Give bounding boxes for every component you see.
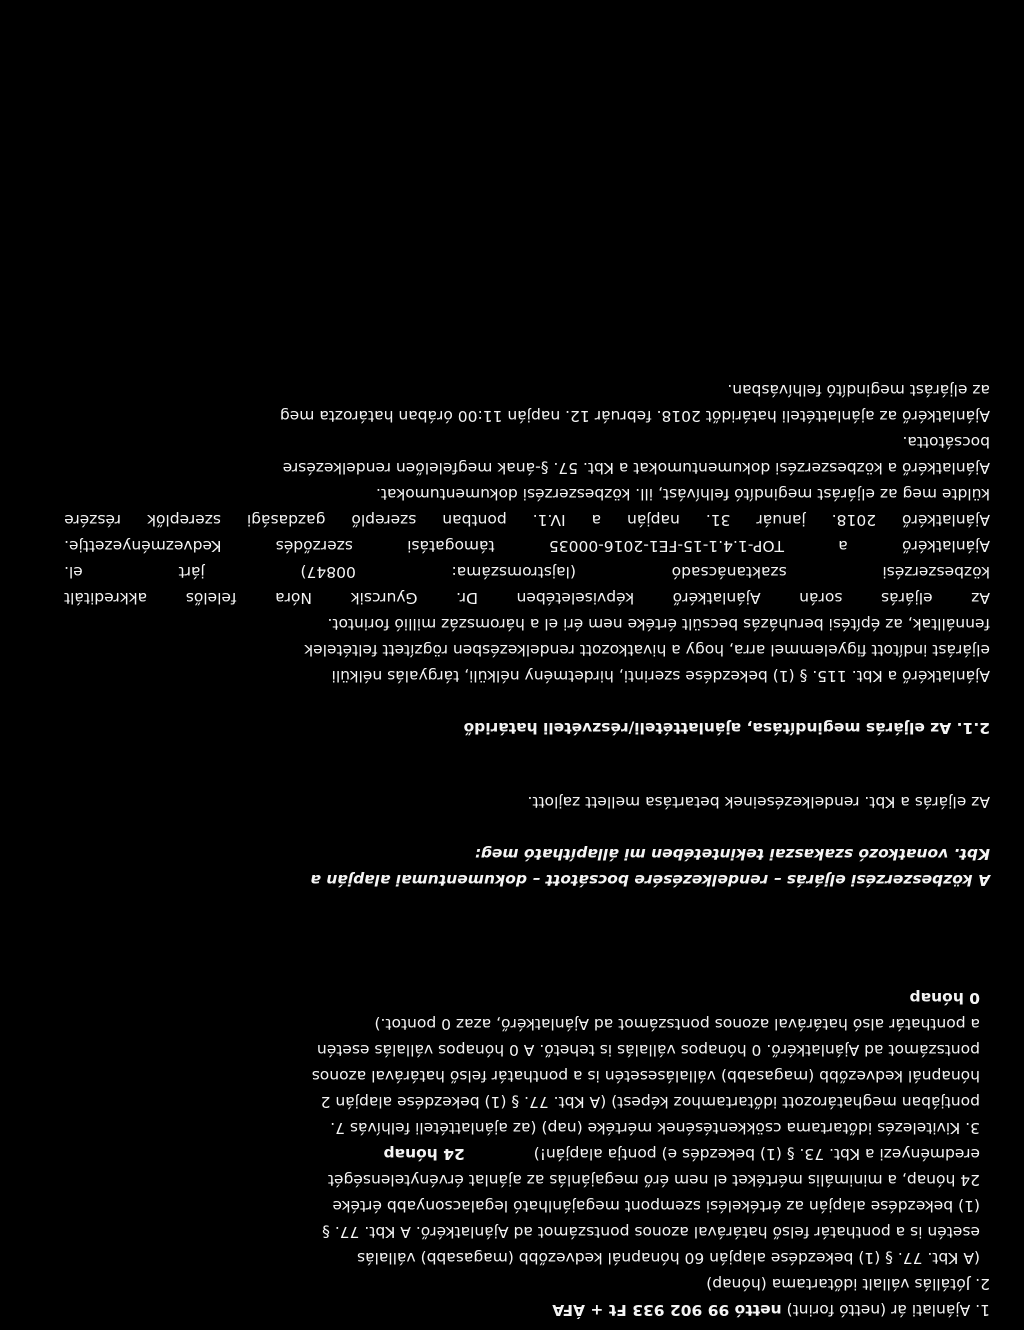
construction-time-value: 0 hónap [909, 989, 980, 1007]
warranty-note-line-last [64, 1141, 980, 1167]
justified-word: eljárás [881, 589, 933, 607]
paragraph-line: Ajánlatkérő a közbeszerzési dokumentumokat a Kbt. 57. §-ának megfelelően rendelkezésre [282, 459, 990, 477]
paragraph-procedure-details [64, 429, 990, 611]
justified-word: Ajánlatkérő [672, 589, 761, 607]
justified-word: 31. [705, 511, 731, 529]
justified-word: szereplő [351, 511, 417, 529]
construction-time-line: 3. Kivitelezés időtartama csökkentésének mértéke (nap) (az ajánlattételi felhívás 7. [330, 1119, 980, 1137]
justified-word: a [591, 511, 602, 529]
paragraph-line: fennálltak, az építési beruházás becsült értéke nem éri el a háromszáz millió forintot. [327, 615, 990, 633]
construction-time-line: hónapnál kedvezőbb (magasabb) vállalásesetén is a ponthatár felső határával azonos [311, 1067, 980, 1085]
justified-word: a [838, 537, 848, 555]
criterion-warranty-label: 2. Jótállás vállalt időtartama (hónap) [706, 1275, 990, 1293]
paragraph-line: az eljárást megindító felhívásban. [727, 381, 990, 399]
justified-word: el. [64, 563, 83, 581]
question-line-1: A közbeszerzési eljárás – rendelkezésére bocsátott – dokumentumai alapján a [310, 871, 990, 889]
justified-word: napján [627, 511, 680, 529]
justified-word: részére [64, 511, 122, 529]
intro-sentence: Az eljárás a Kbt. rendelkezéseinek betartása mellett zajlott. [527, 793, 990, 811]
justified-word: 2018. [831, 511, 877, 529]
justified-word: TOP-1.4.1-15-FE1-2016-00035 [548, 537, 785, 555]
justified-word: IV.1. [532, 511, 566, 529]
criterion-price [64, 1297, 990, 1323]
criterion-price-value: nettó 99 902 933 Ft + ÁFA [552, 1301, 782, 1319]
warranty-value: 24 hónap [383, 1145, 465, 1163]
paragraph-procedure-type [64, 611, 990, 689]
justified-word: akkreditált [64, 589, 148, 607]
question-line-2: Kbt. vonatkozó szakaszai tekintetében mi állapítható meg: [474, 845, 990, 863]
justified-line [64, 507, 990, 533]
justified-word: képviseletében [516, 589, 635, 607]
paragraph-line: küldte meg az eljárást megindító felhívást, ill. közbeszerzési dokumentumokat. [376, 485, 990, 503]
justified-word: járt [178, 563, 205, 581]
justified-word: január [756, 511, 806, 529]
justified-word: Az [971, 589, 990, 607]
justified-word: pontban [442, 511, 507, 529]
paragraph-line: Ajánlatkérő a Kbt. 115. § (1) bekezdése szerinti, hirdetmény nélküli, tárgyalás nélküli [331, 667, 990, 685]
paragraph-line: bocsátotta. [902, 433, 990, 451]
warranty-note-line: (A Kbt. 77. § (1) bekezdése alapján 60 hónapnál kedvezőbb (magasabb) vállalás [356, 1249, 980, 1267]
construction-time-line: a ponthatár alsó határával azonos pontszámot ad Ajánlatkérő, azaz 0 pontot.) [374, 1015, 980, 1033]
justified-word: Ajánlatkérő [902, 537, 990, 555]
warranty-note-line: 24 hónap, a minimális mértéket el nem érő megajánlás az ajánlat érvénytelenségét [327, 1171, 980, 1189]
justified-word: támogatási [407, 537, 495, 555]
criterion-warranty-note [64, 1141, 990, 1271]
justified-word: (lajstromszáma: [451, 563, 576, 581]
justified-word: közbeszerzési [882, 563, 990, 581]
justified-word: szerződés [275, 537, 353, 555]
justified-line [64, 559, 990, 585]
warranty-note-line: esetén is a ponthatár felső határával azonos pontszámot ad Ajánlatkérő. A Kbt. 77. § [322, 1223, 980, 1241]
justified-word: Kedvezményezettje. [64, 537, 222, 555]
justified-word: során [799, 589, 843, 607]
justified-line [64, 533, 990, 559]
warranty-note-line: (1) bekezdése alapján az értékelési szempont megajánlható legalacsonyabb értéke [332, 1197, 980, 1215]
criterion-construction-time [64, 985, 990, 1141]
justified-word: Dr. [456, 589, 478, 607]
criterion-price-label: 1. Ajánlati ár (nettó forint) [786, 1301, 990, 1319]
justified-word: 00847) [300, 563, 356, 581]
construction-time-line: pontjában meghatározott időtartamhoz képest) (A Kbt. 77. § (1) bekezdése alapján 2 [320, 1093, 980, 1111]
justified-word: Gyurcsik [350, 589, 418, 607]
justified-word: gazdasági [246, 511, 326, 529]
justified-word: felelős [185, 589, 237, 607]
paragraph-deadline [64, 377, 990, 429]
paragraph-line: eljárást indított figyelemmel arra, hogy a hivatkozott rendelkezésben rögzített feltételek [304, 641, 990, 659]
warranty-note-text: eredményezi a Kbt. 73. § (1) bekezdés e) pontja alapján!) [533, 1145, 980, 1163]
construction-time-line: pontszámot ad Ajánlatkérő. 0 hónapos vállalás is tehető. A 0 hónapos vállalás esetén [316, 1041, 980, 1059]
paragraph-line: Ajánlatkérő az ajánlattételi határidőt 2018. február 12. napján 11:00 órában határozta meg [279, 407, 990, 425]
justified-word: szaktanácsadó [671, 563, 787, 581]
justified-line [64, 585, 990, 611]
justified-word: szereplők [147, 511, 221, 529]
section-heading: 2.1. Az eljárás megindítása, ajánlattételi/részvételi határidő [463, 719, 990, 737]
justified-word: Nóra [275, 589, 313, 607]
justified-word: Ajánlatkérő [902, 511, 990, 529]
